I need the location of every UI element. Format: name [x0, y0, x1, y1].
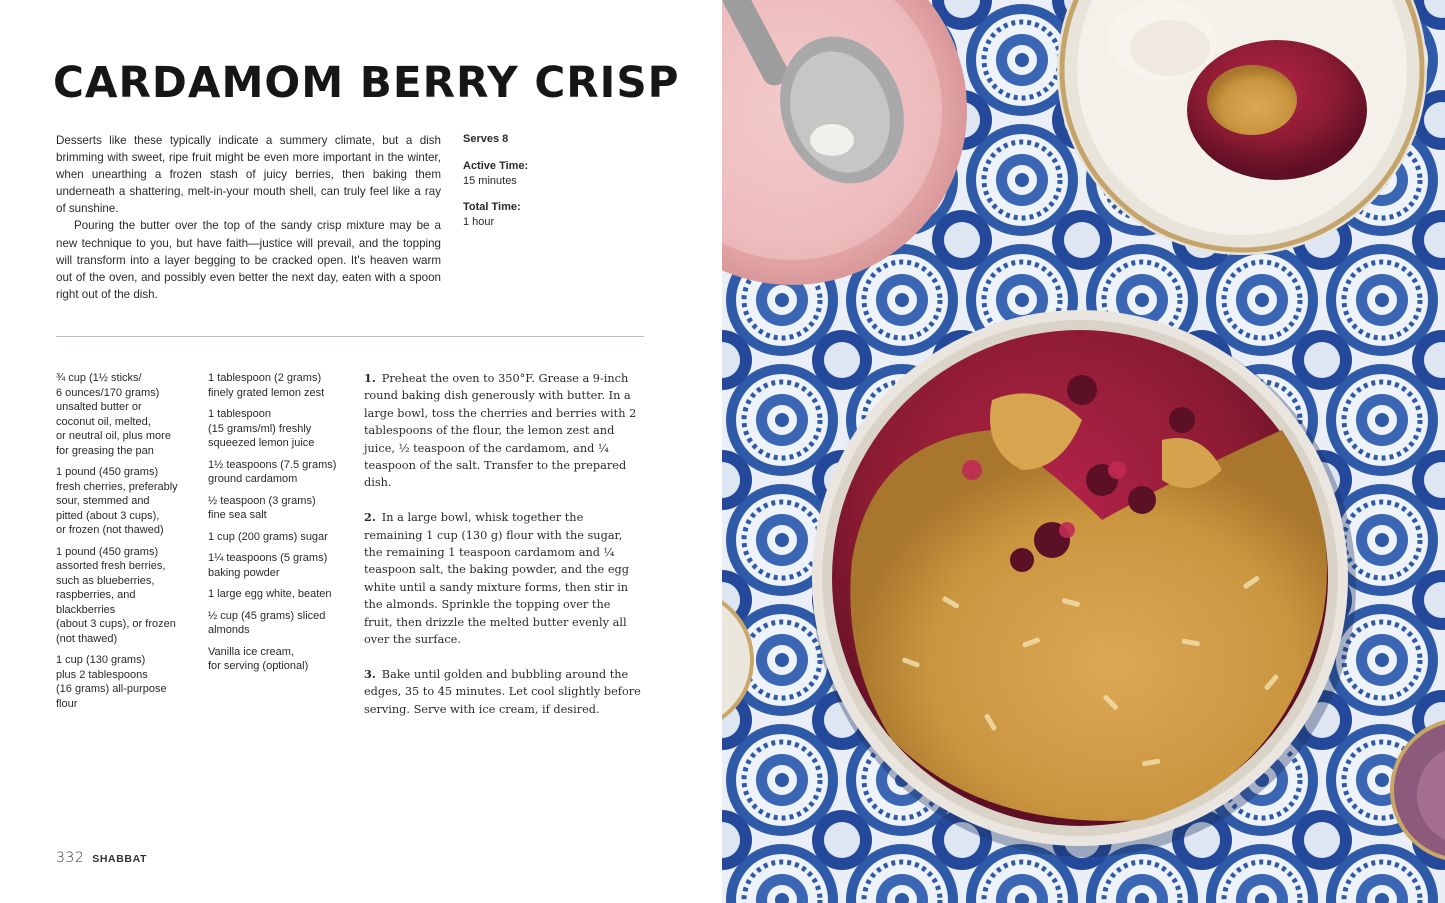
intro-paragraph-2: Pouring the butter over the top of the sandy crisp mixture may be a new technique to you, but have faith—justice will prevail, and the topping will transform into a layer begging to be cracked open. It's heaven warm out of the oven, and possibly even better the next day, eaten with a spoon right out of the dish.: [56, 219, 441, 301]
ingredient-item: 1 pound (450 grams) assorted fresh berries, such as blueberries, raspberries, and blackberries (about 3 cups), or frozen (not thawed): [56, 545, 176, 645]
step-3: [364, 666, 642, 718]
ingredient-item: 1½ teaspoons (7.5 grams) ground cardamom: [208, 458, 337, 485]
page-number: 332: [56, 850, 85, 866]
serves: Serves 8: [463, 133, 509, 145]
food-photo: [722, 0, 1445, 903]
step-1: [364, 370, 642, 492]
recipe-meta: [463, 132, 643, 241]
step-number: 3.: [364, 666, 376, 681]
berry-crisp-photo: [722, 0, 1445, 903]
intro-paragraph-1: Desserts like these typically indicate a summery climate, but a dish brimming with sweet, ripe fruit might be even more important in the winter, when unearthing a frozen stash of juicy berries, then baking them underneath a shattering, melt-in-your mouth shell, can truly feel like a ray of sunshine.: [56, 134, 441, 216]
total-time-label: Total Time:: [463, 201, 521, 213]
step-text: In a large bowl, whisk together the remaining 1 cup (130 g) flour with the sugar, the remaining 1 teaspoon cardamom and ¼ teaspoon salt, the baking powder, and the egg white until a sandy mixture forms, then stir in the almonds. Sprinkle the topping over the fruit, then drizzle the melted butter evenly all over the surface.: [364, 511, 629, 647]
step-text: Preheat the oven to 350°F. Grease a 9-inch round baking dish generously with butter. In a large bowl, toss the cherries and berries with 2 tablespoons of the flour, the lemon zest and juice, ½ teaspoon of the cardamom, and ¼ teaspoon of the salt. Transfer to the prepared dish.: [364, 372, 637, 490]
step-2: [364, 509, 642, 648]
ingredient-item: ¾ cup (1½ sticks/ 6 ounces/170 grams) unsalted butter or coconut oil, melted, or neutral oil, plus more for greasing the pan: [56, 372, 171, 457]
ingredient-item: 1 pound (450 grams) fresh cherries, preferably sour, stemmed and pitted (about 3 cups), or frozen (not thawed): [56, 466, 178, 536]
method-steps: [364, 370, 642, 735]
recipe-title: CARDAMOM BERRY CRISP: [53, 58, 680, 108]
section-divider: [56, 336, 644, 337]
ingredients-column-1: [56, 371, 196, 718]
active-time-label: Active Time:: [463, 160, 529, 172]
ingredient-item: Vanilla ice cream, for serving (optional): [208, 645, 309, 672]
ingredient-item: ½ cup (45 grams) sliced almonds: [208, 609, 326, 636]
ingredient-item: 1¼ teaspoons (5 grams) baking powder: [208, 552, 328, 579]
step-number: 1.: [364, 371, 376, 385]
ingredient-item: 1 tablespoon (15 grams/ml) freshly squeezed lemon juice: [208, 408, 315, 449]
ingredient-item: ½ teaspoon (3 grams) fine sea salt: [208, 494, 316, 521]
ingredients-column-2: [208, 371, 348, 681]
ingredient-item: 1 tablespoon (2 grams) finely grated lemon zest: [208, 372, 325, 399]
step-text: Bake until golden and bubbling around the edges, 35 to 45 minutes. Let cool slightly before serving. Serve with ice cream, if desired.: [364, 667, 641, 716]
left-page: [0, 0, 722, 903]
section-name: SHABBAT: [92, 853, 147, 865]
baking-dish: [812, 310, 1356, 857]
total-time-value: 1 hour: [463, 216, 495, 228]
recipe-intro: [56, 132, 441, 303]
ingredient-item: 1 cup (130 grams) plus 2 tablespoons (16 grams) all-purpose flour: [56, 654, 167, 710]
active-time-value: 15 minutes: [463, 175, 517, 187]
step-number: 2.: [364, 510, 376, 525]
page-footer: [56, 849, 147, 866]
ingredient-item: 1 large egg white, beaten: [208, 588, 332, 600]
ingredient-item: 1 cup (200 grams) sugar: [208, 530, 328, 543]
